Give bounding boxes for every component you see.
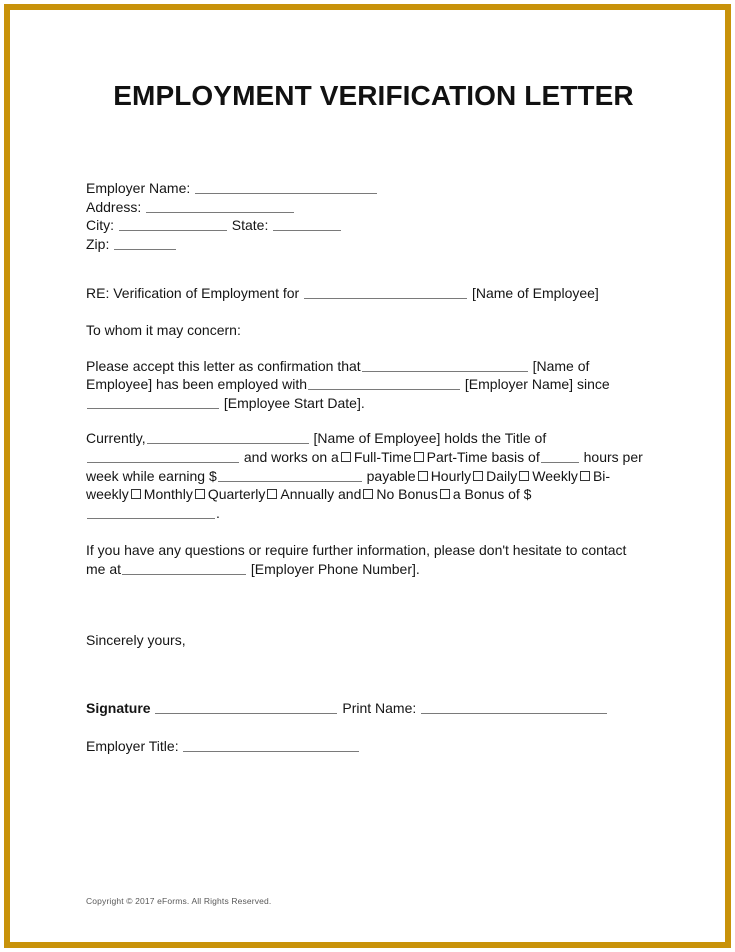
p2-option-part-time: Part-Time [426,448,488,465]
p2-option-weekly: Weekly [532,467,578,484]
p2-option-hourly: Hourly [430,467,472,484]
page-title: EMPLOYMENT VERIFICATION LETTER [113,80,634,111]
city-blank[interactable] [119,218,227,231]
p2-bonus-amount-blank[interactable] [87,506,215,519]
p2-option-a-bonus-of: a Bonus of $ [452,486,532,503]
p1-employer-name-blank[interactable] [308,377,460,390]
signature-row-content [86,699,649,718]
print-name-blank[interactable] [421,701,607,714]
p2-option-monthly: Monthly [143,486,193,503]
p2-part5: basis of [491,448,540,465]
salutation [86,321,649,340]
footer-copyright: Copyright © 2017 eForms. All Rights Reserved. [86,896,272,906]
p2-job-title-blank[interactable] [87,450,239,463]
checkbox-part-time[interactable] [414,452,424,462]
address-blank[interactable] [146,200,294,213]
checkbox-monthly[interactable] [131,489,141,499]
employer-name-blank[interactable] [195,181,377,194]
state-blank[interactable] [273,218,341,231]
employer-info-block [86,179,649,253]
subject-suffix: [Name of Employee] [471,285,599,302]
closing-salutation-text: Sincerely yours, [86,631,186,648]
p2-option-quarterly: Quarterly [207,486,266,503]
p3-part2: contact me at [86,542,627,577]
p3-phone-blank[interactable] [122,562,246,575]
p2-option-daily: Daily [486,467,518,484]
p2-part4: and works on a [243,448,339,465]
city-label: City: [86,217,114,234]
p1-part3: Employee] has been employed with [86,376,308,393]
subject-prefix: RE: Verification of Employment for [86,285,300,302]
employer-title-row-content [86,737,649,756]
p1-part1: Please accept this letter as confirmation that [86,357,361,374]
subject-line-content [86,284,649,303]
p1-part5: since [576,376,610,393]
p2-option-full-time: Full-Time [353,448,412,465]
employer-title-row [86,737,649,756]
p1-part6: [Employee Start Date]. [223,394,365,411]
checkbox-hourly[interactable] [418,471,428,481]
paragraph-contact [86,541,649,578]
p1-employee-name-blank[interactable] [362,359,528,372]
checkbox-weekly[interactable] [519,471,529,481]
p1-start-date-blank[interactable] [87,396,219,409]
paragraph-confirmation [86,357,649,413]
p2-option-biweekly: Bi-weekly [86,467,611,503]
p2-connector-and: and [338,486,362,503]
checkbox-quarterly[interactable] [195,489,205,499]
checkbox-no-bonus[interactable] [363,489,373,499]
checkbox-annually[interactable] [267,489,277,499]
paragraph-employment-details [86,429,649,522]
employer-name-label: Employer Name: [86,180,191,196]
signature-blank[interactable] [155,701,337,714]
p2-part3: of [534,430,547,447]
p3-part1: If you have any questions or require further information, please don't hesitate to [86,542,578,559]
p2-part6: hours per week while earning $ [86,448,643,484]
paragraph-confirmation-text [86,357,649,413]
salutation-text: To whom it may concern: [86,321,241,338]
p2-option-no-bonus: No Bonus [376,486,438,503]
print-name-label: Print Name: [342,700,417,717]
subject-line [86,284,649,303]
p1-part2: [Name of [532,357,590,374]
employer-title-label: Employer Title: [86,737,179,754]
p2-earnings-blank[interactable] [218,469,362,482]
paragraph-employment-details-text [86,429,649,522]
p2-part7: payable [366,467,416,484]
p1-part4: [Employer Name] [464,376,574,393]
paragraph-contact-text [86,541,649,578]
closing-salutation [86,631,649,650]
p2-employee-name-blank[interactable] [147,431,309,444]
checkbox-biweekly[interactable] [580,471,590,481]
employer-name-line [86,179,649,198]
checkbox-daily[interactable] [473,471,483,481]
p2-part2: [Name of Employee] holds the Title [313,430,531,447]
employer-title-blank[interactable] [183,739,359,752]
checkbox-full-time[interactable] [341,452,351,462]
signature-label: Signature [86,700,151,717]
city-state-line [86,216,649,235]
zip-line [86,235,649,254]
zip-label: Zip: [86,235,110,252]
signature-row [86,699,649,718]
state-label: State: [231,217,269,234]
p2-part1: Currently, [86,430,146,447]
address-label: Address: [86,198,142,215]
p2-hours-blank[interactable] [541,450,579,463]
p3-part3: [Employer Phone Number]. [250,560,420,577]
zip-blank[interactable] [114,237,176,250]
address-line [86,198,649,217]
checkbox-a-bonus[interactable] [440,489,450,499]
p2-option-annually: Annually [280,486,335,503]
p2-period: . [216,504,220,521]
subject-employee-name-blank[interactable] [304,286,467,299]
